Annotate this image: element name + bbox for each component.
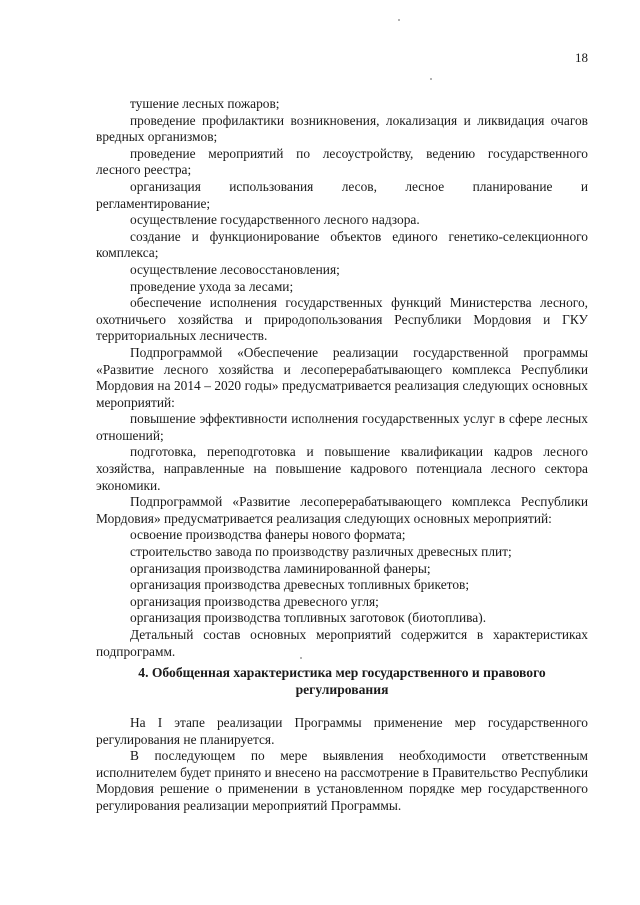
body-text	[96, 96, 588, 660]
list-item: осуществление лесовосстановления;	[130, 261, 340, 277]
list-item: строительство завода по производству различных древесных плит;	[130, 544, 512, 560]
paragraph: В последующем по мере выявления необходимости ответственным исполнителем будет принято и внесено на рассмотрение в Правительство Республики Мордовия решение о применении в установленном порядке мер государственного регулирования реализации мероприятий Программы.	[96, 748, 588, 813]
section-heading-line: 4. Обобщенная характеристика мер государственного и правового	[138, 665, 546, 680]
list-item: повышение эффективности исполнения государственных услуг в сфере лесных отношений;	[96, 411, 588, 443]
list-item: проведение профилактики возникновения, локализация и ликвидация очагов вредных организмов;	[96, 112, 588, 145]
paragraph: На I этапе реализации Программы применение мер государственного регулирования не планируется.	[96, 715, 588, 747]
list-item: проведение ухода за лесами;	[130, 278, 294, 294]
list-item: тушение лесных пожаров;	[130, 96, 280, 111]
list-item: организация производства ламинированной фанеры;	[130, 560, 431, 576]
scan-speck	[430, 78, 432, 80]
paragraph: Подпрограммой «Обеспечение реализации государственной программы «Развитие лесного хозяйства и лесоперерабатывающего комплекса Республики Мордовия на 2014 – 2020 годы» предусматривается реализация следующих основных мероприятий:	[96, 344, 588, 410]
list-item: организация производства древесных топливных брикетов;	[130, 577, 470, 593]
page-number: 18	[575, 50, 588, 65]
paragraph: Детальный состав основных мероприятий содержится в характеристиках подпрограмм.	[96, 627, 588, 659]
list-item: осуществление государственного лесного надзора.	[130, 212, 420, 228]
section-heading	[96, 665, 588, 698]
paragraph: Подпрограммой «Развитие лесоперерабатывающего комплекса Республики Мордовия» предусматривается реализация следующих основных мероприятий:	[96, 494, 588, 526]
section-heading-line: регулирования	[295, 681, 389, 697]
list-item: организация производства древесного угля;	[130, 593, 379, 609]
list-item: проведение мероприятий по лесоустройству, ведению государственного лесного реестра;	[96, 145, 588, 178]
list-item-continuation: регламентирование;	[96, 195, 211, 211]
scan-speck	[398, 19, 400, 21]
section-body	[96, 715, 588, 815]
list-item: освоение производства фанеры нового формата;	[130, 527, 406, 543]
list-item: подготовка, переподготовка и повышение квалификации кадров лесного хозяйства, направленные на повышение кадрового потенциала лесного сектора экономики.	[96, 444, 588, 493]
list-item: обеспечение исполнения государственных функций Министерства лесного, охотничьего хозяйства и природопользования Республики Мордовия и ГКУ территориальных лесничеств.	[96, 295, 588, 344]
list-item-split-line: организация использования лесов, лесное планирование и	[130, 178, 588, 194]
list-item: организация производства топливных заготовок (биотоплива).	[130, 610, 487, 626]
list-item: создание и функционирование объектов единого генетико-селекционного комплекса;	[96, 228, 588, 261]
